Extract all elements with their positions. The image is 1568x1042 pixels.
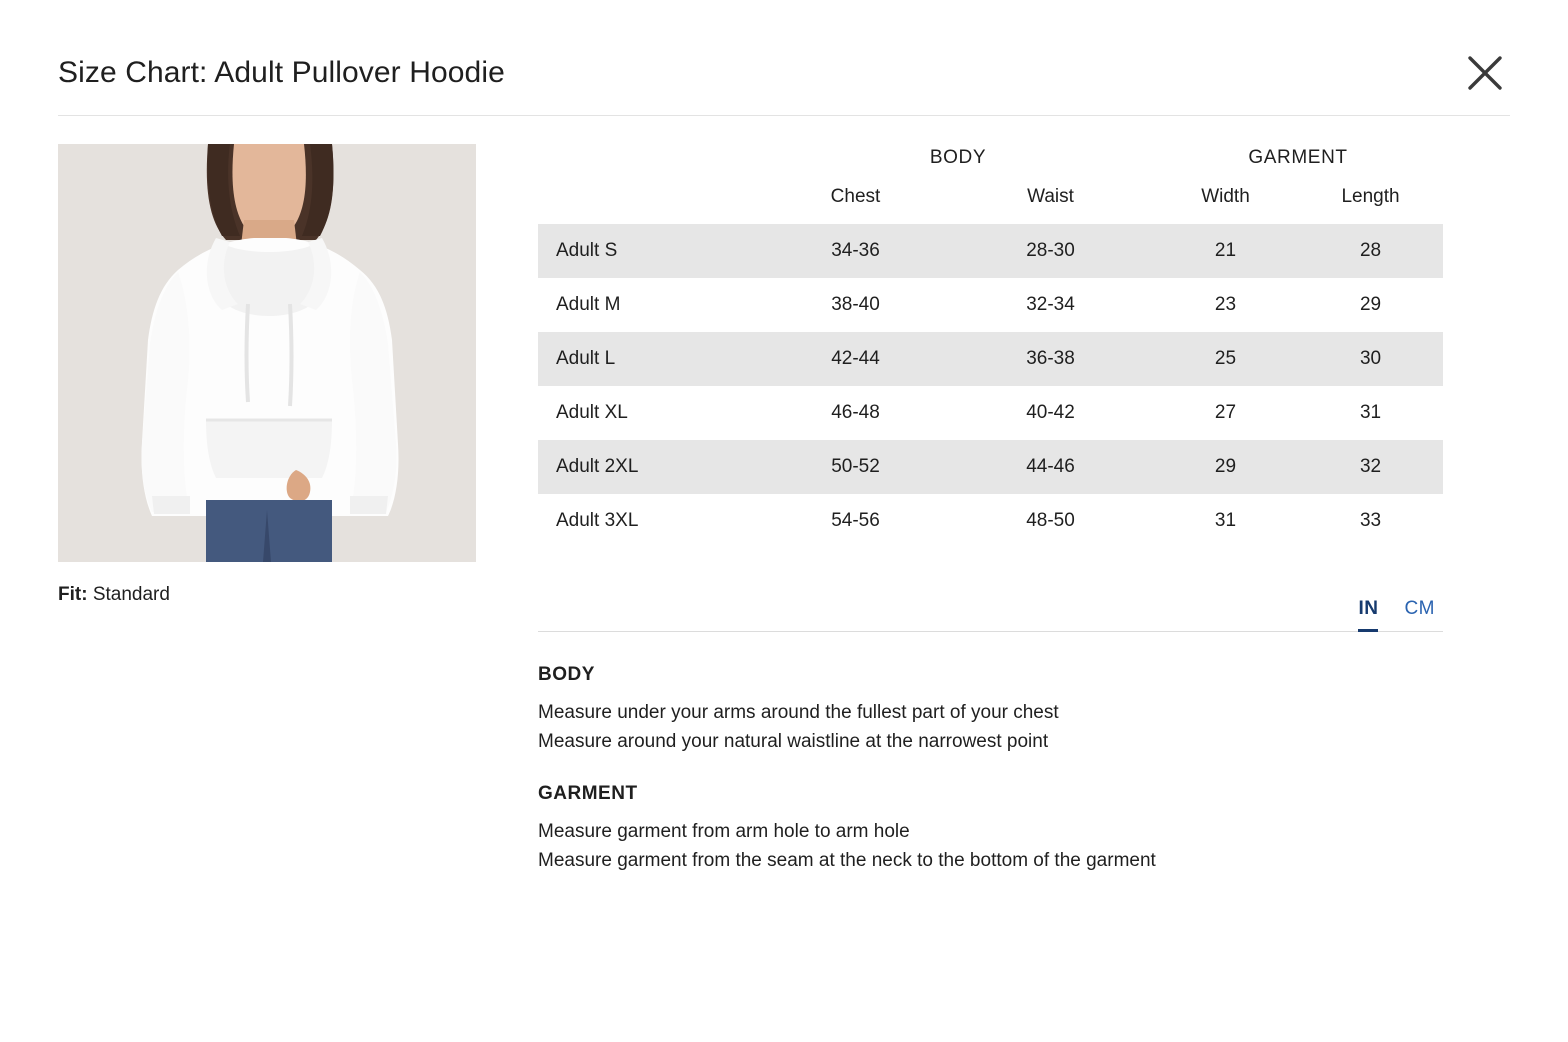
table-header-row [538,185,1443,224]
cell-size: Adult M [556,294,621,315]
notes-spacer [538,757,1510,783]
column-header-chest: Chest [830,186,881,207]
fit-label: Fit: [58,584,88,605]
cell-chest: 34-36 [763,224,948,278]
unit-option-in[interactable]: IN [1358,598,1378,632]
notes-heading-garment: GARMENT [538,782,638,804]
table-row [538,494,1443,548]
group-header-empty [538,146,763,185]
size-table-area [538,144,1510,876]
product-image [58,144,476,562]
table-row [538,332,1443,386]
cell-width: 29 [1153,440,1298,494]
unit-toggle[interactable] [538,598,1443,632]
cell-waist: 36-38 [948,332,1153,386]
modal-header [0,0,1568,115]
modal-body [0,116,1568,876]
group-header-garment: GARMENT [1248,147,1348,168]
column-header-waist: Waist [1027,186,1074,207]
cell-length: 28 [1298,224,1443,278]
table-row [538,386,1443,440]
cell-chest: 42-44 [763,332,948,386]
cell-width: 21 [1153,224,1298,278]
cell-width: 23 [1214,294,1237,315]
unit-option-cm[interactable]: CM [1404,598,1435,619]
cell-waist: 32-34 [1026,294,1075,315]
cell-length: 33 [1359,510,1382,531]
notes-heading-body: BODY [538,664,595,685]
notes-body-line-1: Measure under your arms around the fullest part of your chest [538,702,1059,723]
cell-width: 31 [1214,510,1237,531]
cell-size: Adult L [538,332,763,386]
fit-info [58,584,478,606]
cell-width: 25 [1153,332,1298,386]
cell-waist: 40-42 [1026,402,1075,423]
column-header-length: Length [1341,186,1400,207]
table-row [538,440,1443,494]
cell-size: Adult 3XL [556,510,639,531]
cell-chest: 50-52 [763,440,948,494]
cell-waist: 44-46 [948,440,1153,494]
cell-length: 29 [1359,294,1382,315]
cell-chest: 46-48 [831,402,880,423]
table-row [538,224,1443,278]
product-preview [58,144,478,876]
fit-value: Standard [92,584,170,605]
measurement-notes [538,664,1510,876]
cell-size: Adult S [538,224,763,278]
cell-waist: 48-50 [1026,510,1075,531]
cell-length: 31 [1359,402,1382,423]
unit-toggle-underline [538,631,1443,632]
column-header-width: Width [1201,186,1250,207]
cell-length: 32 [1298,440,1443,494]
notes-garment-line-2: Measure garment from the seam at the neck to the bottom of the garment [538,850,1156,872]
page-title: Size Chart: Adult Pullover Hoodie [58,56,505,89]
notes-garment-line-1: Measure garment from arm hole to arm hole [538,820,910,842]
column-header-size [538,185,763,224]
cell-width: 27 [1214,402,1237,423]
cell-waist: 28-30 [948,224,1153,278]
cell-size: Adult 2XL [538,440,763,494]
table-group-header-row [538,146,1443,185]
close-icon-glyph [1465,53,1505,93]
group-header-body: BODY [929,147,987,168]
notes-body-line-2: Measure around your natural waistline at the narrowest point [538,731,1049,753]
cell-chest: 38-40 [831,294,880,315]
cell-chest: 54-56 [831,510,880,531]
hoodie-illustration [58,144,476,562]
close-icon[interactable] [1462,50,1508,96]
table-row [538,278,1443,332]
size-table [538,146,1443,548]
cell-length: 30 [1298,332,1443,386]
cell-size: Adult XL [556,402,628,423]
